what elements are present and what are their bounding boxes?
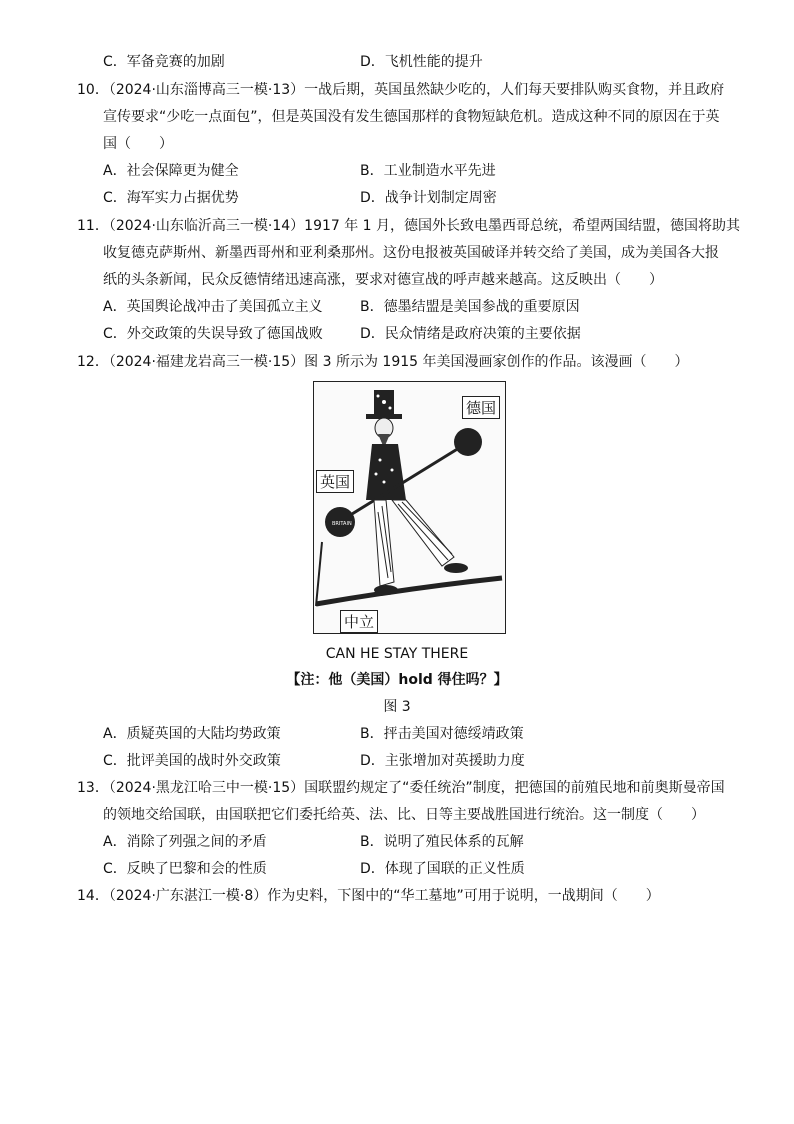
q12-stem-line-1: 12．（2024·福建龙岩高三一模·15）图 3 所示为 1915 年美国漫画家创作的作品。该漫画（ ）: [77, 354, 689, 370]
cartoon-figure: [313, 381, 506, 634]
cartoon-note: 【注：他（美国）hold 得住吗？】: [286, 672, 508, 688]
label-neutral: 中立: [340, 610, 378, 633]
q14-stem-line-1: 14．（2024·广东湛江一模·8）作为史料，下图中的“华工墓地”可用于说明，一战期间（ ）: [77, 888, 660, 904]
q13-option-c: C．反映了巴黎和会的性质: [103, 861, 267, 877]
q11-stem-line-2: 收复德克萨斯州、新墨西哥州和亚利桑那州。这份电报被英国破译并转交给了美国，成为美国各大报: [103, 245, 719, 261]
q13-option-d: D．体现了国联的正义性质: [360, 861, 525, 877]
q10-option-d: D．战争计划制定周密: [360, 190, 497, 206]
q13-option-b: B．说明了殖民体系的瓦解: [360, 834, 524, 850]
q10-option-b: B．工业制造水平先进: [360, 163, 496, 179]
q13-option-a: A．消除了列强之间的矛盾: [103, 834, 267, 850]
q10-stem-line-2: 宣传要求“少吃一点面包”，但是英国没有发生德国那样的食物短缺危机。造成这种不同的原因在于英: [103, 109, 720, 125]
q11-option-b: B．德墨结盟是美国参战的重要原因: [360, 299, 580, 315]
q10-option-c: C．海军实力占据优势: [103, 190, 239, 206]
q10-stem-line-1: 10．（2024·山东淄博高三一模·13）一战后期，英国虽然缺少吃的，人们每天要排队购买食物，并且政府: [77, 82, 725, 98]
q11-option-c: C．外交政策的失误导致了德国战败: [103, 326, 323, 342]
q12-option-b: B．抨击美国对德绥靖政策: [360, 726, 524, 742]
q13-stem-line-1: 13．（2024·黑龙江哈三中一模·15）国联盟约规定了“委任统治”制度，把德国的前殖民地和前奥斯曼帝国: [77, 780, 725, 796]
svg-text:BRITAIN: BRITAIN: [332, 521, 352, 527]
cartoon-illustration: [314, 382, 504, 632]
q13-stem-line-2: 的领地交给国联，由国联把它们委托给英、法、比、日等主要战胜国进行统治。这一制度（ ）: [103, 807, 705, 823]
q12-option-a: A．质疑英国的大陆均势政策: [103, 726, 281, 742]
q9-option-c: C．军备竞赛的加剧: [103, 54, 225, 70]
q9-option-d: D．飞机性能的提升: [360, 54, 483, 70]
q11-option-a: A．英国舆论战冲击了美国孤立主义: [103, 299, 323, 315]
q11-stem-line-3: 纸的头条新闻，民众反德情绪迅速高涨，要求对德宣战的呼声越来越高。这反映出（ ）: [103, 272, 663, 288]
cartoon-caption-english: CAN HE STAY THERE: [325, 646, 469, 662]
figure-label: 图 3: [383, 699, 411, 715]
label-germany: 德国: [462, 396, 500, 419]
q10-option-a: A．社会保障更为健全: [103, 163, 239, 179]
q11-stem-line-1: 11．（2024·山东临沂高三一模·14）1917 年 1 月，德国外长致电墨西哥总统，希望两国结盟，德国将助其: [77, 218, 741, 234]
label-britain: 英国: [316, 470, 354, 493]
q12-option-d: D．主张增加对英援助力度: [360, 753, 525, 769]
q12-option-c: C．批评美国的战时外交政策: [103, 753, 281, 769]
q11-option-d: D．民众情绪是政府决策的主要依据: [360, 326, 581, 342]
q10-stem-line-3: 国（ ）: [103, 136, 173, 152]
